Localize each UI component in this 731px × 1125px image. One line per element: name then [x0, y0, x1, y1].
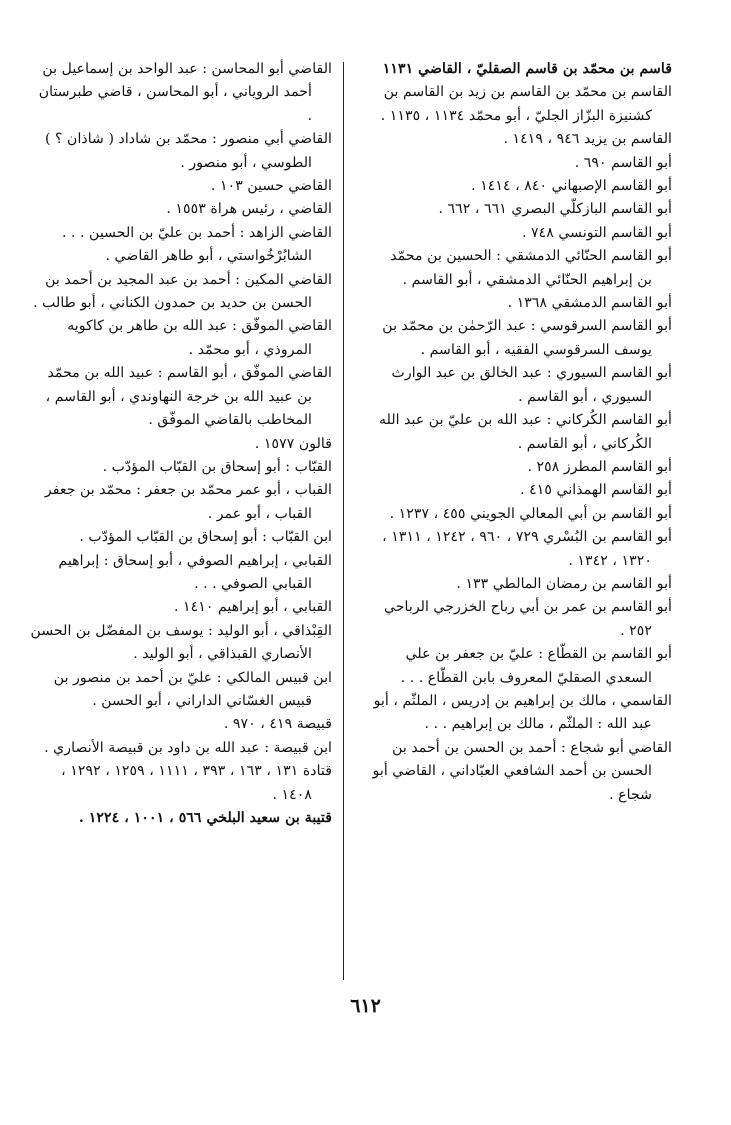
index-entry: القاضي الموفّق ، أبو القاسم : عبيد الله بن محمّد بن عبيد الله بن خرجة النهاوندي ، أبو القاسم ، المخاطب بالقاضي الموفّق . [45, 365, 332, 429]
index-entry: القاضي أبي منصور : محمّد بن شاداد ( شاذان ؟ ) الطوسي ، أبو منصور . [44, 131, 332, 171]
index-entry: القاضي حسين ١٠٣ . [210, 178, 332, 195]
page-number: ٦١٢ [350, 995, 381, 1017]
index-entry: أبو القاسم السرقوسي : عبد الرّحمٰن بن محمّد بن يوسف السرقوسي الفقيه ، أبو القاسم . [382, 318, 672, 358]
index-entry: ابن قبيصة : عبد الله بن داود بن قبيصة الأنصاري . [44, 739, 332, 756]
index-entry: القباب ، أبو عمر محمّد بن جعفر : محمّد بن جعفر القباب ، أبو عمر . [44, 482, 332, 522]
index-entry: قبيصة ٤١٩ ، ٩٧٠ . [223, 716, 332, 733]
index-entry: أبو القاسم الكُركاني : عبد الله بن عليّ بن عبد الله الكُركاني ، أبو القاسم . [379, 412, 672, 452]
index-entry: أبو القاسم بن أبي المعالي الجويني ٤٥٥ ، ١٢٣٧ . [389, 505, 672, 522]
index-entry: القبابي ، إبراهيم الصوفي ، أبو إسحاق : إبراهيم القبابي الصوفي . . . [58, 552, 332, 592]
index-entry: أبو القاسم الهمذاني ٤١٥ . [520, 482, 672, 499]
index-entry: أبو القاسم السيوري : عبد الخالق بن عبد الوارث السيوري ، أبو القاسم . [391, 365, 672, 405]
index-entry: أبو القاسم التونسي ٧٤٨ . [521, 224, 672, 241]
index-entry: أبو القاسم المطرز ٢٥٨ . [527, 458, 672, 475]
index-entry: قتيبة بن سعيد البلخي ٥٦٦ ، ١٠٠١ ، ١٢٢٤ . [78, 810, 332, 826]
index-entry: القاسم بن يزيد ٩٤٦ ، ١٤١٩ . [503, 131, 672, 148]
index-entry: أبو القاسم بن البُسْري ٧٢٩ ، ٩٦٠ ، ١٢٤٢ ، ١٣١١ ، ١٣٢٠ ، ١٣٤٢ . [382, 529, 672, 569]
left-column [30, 58, 332, 830]
index-entry: القاضي أبو المحاسن : عبد الواحد بن إسماعيل بن أحمد الروياني ، أبو المحاسن ، قاضي طبرستان . [38, 61, 332, 124]
index-entry: القاضي المكين : أحمد بن عبد المجيد بن أحمد بن الحسن بن حديد بن حمدون الكناني ، أبو طالب . [33, 271, 332, 312]
index-entry: القاضي ، رئيس هراة ١٥٥٣ . [166, 201, 332, 218]
index-entry: قاسم بن محمّد بن قاسم الصقليّ ، القاضي ١١٣١ [382, 61, 672, 77]
index-entry: القبابي ، أبو إبراهيم ١٤١٠ . [173, 599, 332, 616]
index-entry: القاسم بن محمّد بن القاسم بن زيد بن القاسم بن كشنيزة البزّاز الجليّ ، أبو محمّد ١١٣٤ ، ١١٣٥ . [380, 84, 672, 124]
column-divider [343, 62, 344, 980]
index-entry: أبو القاسم ٦٩٠ . [574, 154, 672, 171]
index-entry: أبو القاسم بن رمضان المالطي ١٣٣ . [456, 575, 672, 592]
index-entry: القِبْذاقي ، أبو الوليد : يوسف بن المفضّل بن الحسن الأنصاري القبذاقي ، أبو الوليد . [30, 622, 332, 663]
index-entry: ابن قبيس المالكي : عليّ بن أحمد بن منصور بن قبيس الغسّاني الداراني ، أبو الحسن . [53, 669, 332, 709]
index-entry: ابن القبّاب : أبو إسحاق بن القبّاب المؤدّب . [79, 529, 332, 546]
index-entry: قتادة ١٣١ ، ١٦٣ ، ٣٩٣ ، ١١١١ ، ١٢٥٩ ، ١٢٩٢ ، ١٤٠٨ . [61, 763, 332, 803]
index-entry: القبّاب : أبو إسحاق بن القبّاب المؤدّب . [102, 458, 332, 475]
index-entry: أبو القاسم بن القطّاع : عليّ بن جعفر بن علي السعدي الصقليّ المعروف بابن القطّاع . . . [400, 646, 672, 686]
index-entry: قالون ١٥٧٧ . [254, 435, 332, 452]
index-entry: القاضي الزاهد : أحمد بن عليّ بن الحسين . . . الشابُرْخُواستي ، أبو طاهر القاضي . [61, 224, 332, 265]
index-entry: أبو القاسم البازكلّي البصري ٦٦١ ، ٦٦٢ . [438, 201, 672, 218]
index-entry: أبو القاسم الإصبهاني ٨٤٠ ، ١٤١٤ . [471, 178, 672, 195]
right-column [372, 58, 672, 807]
index-entry: أبو القاسم بن عمر بن أبي رباح الخزرجي الرباحي ٢٥٢ . [383, 599, 672, 639]
index-entry: أبو القاسم الدمشقي ١٣٦٨ . [507, 295, 672, 312]
index-entry: القاسمي ، مالك بن إبراهيم بن إدريس ، الملثّم ، أبو عبد الله : الملثّم ، مالك بن إبراهيم . . . [373, 692, 672, 733]
index-entry: القاضي أبو شجاع : أحمد بن الحسن بن أحمد بن الحسن بن أحمد الشافعي العبّاداني ، القاضي أبو شجاع . [372, 739, 672, 803]
index-entry: القاضي الموفّق : عبد الله بن طاهر بن كاكويه المروذي ، أبو محمّد . [67, 318, 332, 358]
index-entry: أبو القاسم الحنّائي الدمشقي : الحسين بن محمّد بن إبراهيم الحنّائي الدمشقي ، أبو القاسم . [390, 248, 672, 288]
